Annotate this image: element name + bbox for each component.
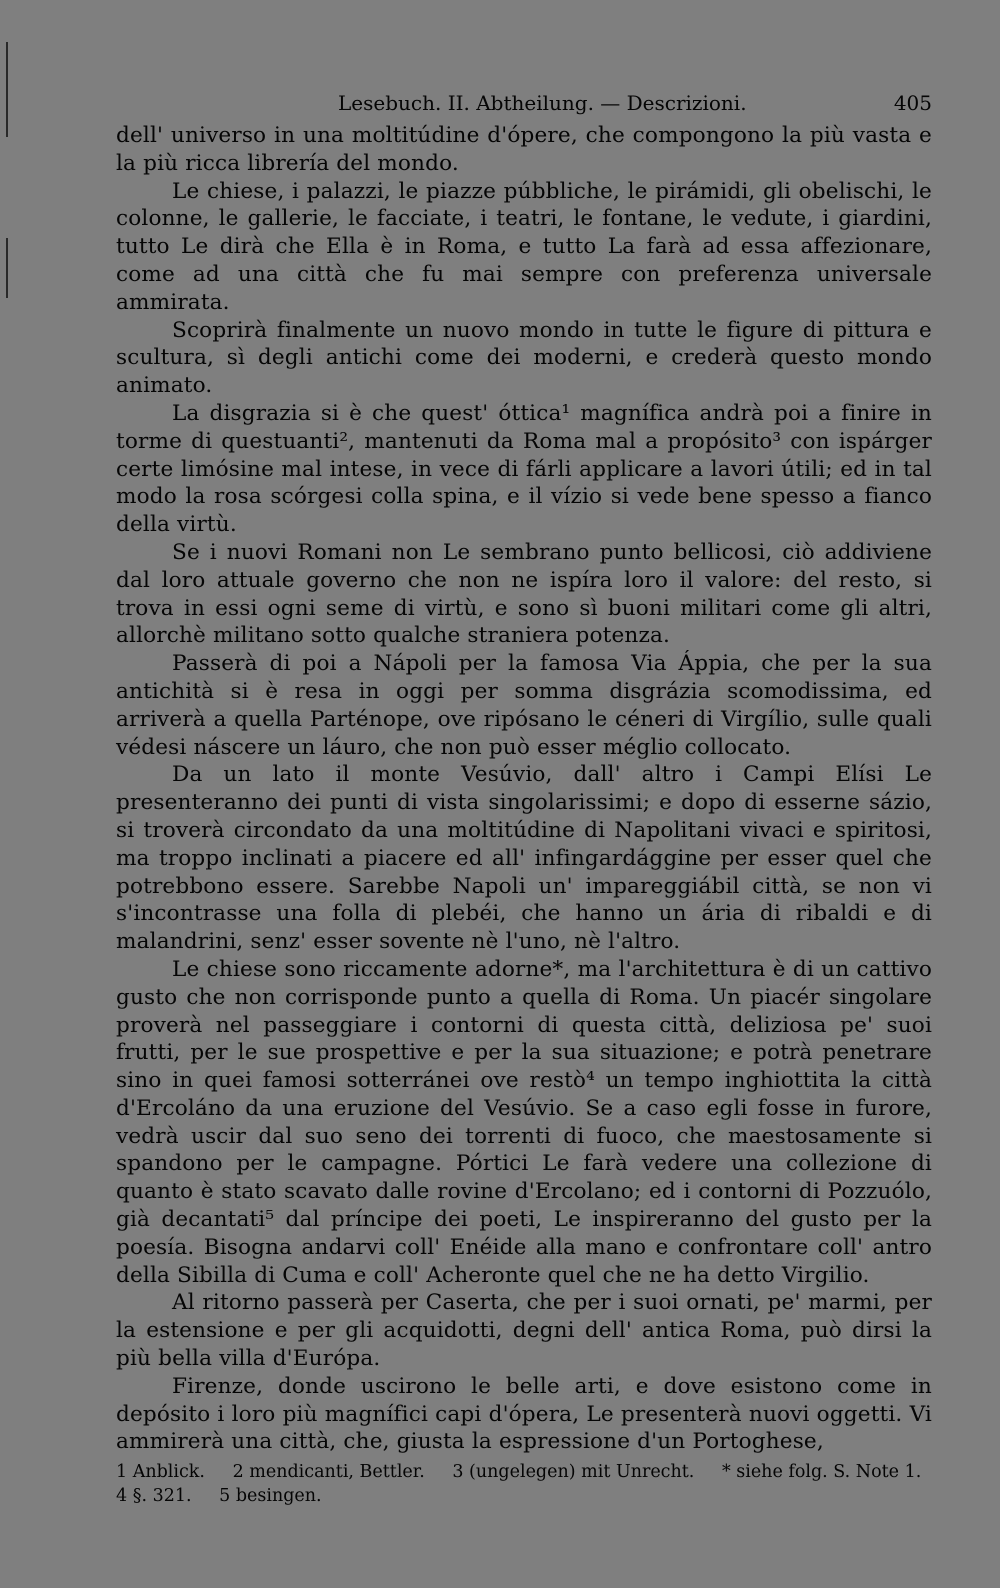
paragraph: Se i nuovi Romani non Le sembrano punto bellicosi, ciò addiviene dal loro attuale governo che non ne ispíra loro il valore: del resto, si trova in essi ogni seme di virtù, e sono sì buoni militari come gli altri, allorchè militano sotto qualche straniera potenza. [116, 539, 932, 649]
footnote: 4 §. 321. [116, 1486, 192, 1507]
footnote: 3 (ungelegen) mit Unrecht. [452, 1462, 695, 1483]
page-header [116, 88, 932, 122]
paragraph: dell' universo in una moltitúdine d'ópere, che compongono la più vasta e la più ricca librería del mondo. [116, 123, 932, 176]
paragraph: Le chiese sono riccamente adorne*, ma l'architettura è di un cattivo gusto che non corrisponde punto a quella di Roma. Un piacér singolare proverà nel passeggiare i contorni di questa città, deliziosa pe' suoi frutti, per le sue prospettive e per la sua situazione; e potrà penetrare sino in quei famosi sotterránei ove restò⁴ un tempo inghiottita la città d'Ercoláno da una eruzione del Vesúvio. Se a caso egli fosse in furore, vedrà uscir dal suo seno dei torrenti di fuoco, che maestosamente si spandono per le campagne. Pórtici Le farà vedere una collezione di quanto è stato scavato dalle rovine d'Ercolano; ed i contorni di Pozzuólo, già decantati⁵ dal príncipe dei poeti, Le inspireranno del gusto per la poesía. Bisogna andarvi coll' Enéide alla mano e confrontare coll' antro della Sibilla di Cuma e coll' Acheronte quel che ne ha detto Virgilio. [116, 956, 932, 1288]
page-number: 405 [893, 91, 932, 115]
footnote: * siehe folg. S. Note 1. [721, 1462, 922, 1483]
paragraph: Al ritorno passerà per Caserta, che per i suoi ornati, pe' marmi, per la estensione e per gli acquidotti, degni dell' antica Roma, può dirsi la più bella villa d'Európa. [116, 1290, 932, 1372]
scan-edge-mark [6, 42, 8, 137]
running-head: Lesebuch. II. Abtheilung. — Descrizioni. [338, 91, 747, 115]
paragraph: Scoprirà finalmente un nuovo mondo in tutte le figure di pittura e scultura, sì degli antichi come dei moderni, e crederà questo mondo animato. [116, 317, 932, 399]
paragraph: La disgrazia si è che quest' óttica¹ magnífica andrà poi a finire in torme di questuanti², mantenuti da Roma mal a propósito³ con ispárger certe limósine mal intese, in vece di fárli applicare a lavori útili; ed in tal modo la rosa scórgesi colla spina, e il vízio si vede bene spesso a fianco della virtù. [116, 400, 932, 538]
footnote-line [116, 1460, 932, 1484]
footnote: 5 besingen. [219, 1486, 322, 1507]
paragraph: Da un lato il monte Vesúvio, dall' altro i Campi Elísi Le presenteranno dei punti di vista singolarissimi; e dopo di esserne sázio, si troverà circondato da una moltitúdine di Napolitani vivaci e spiritosi, ma troppo inclinati a piacere ed all' infingardággine per esser quel che potrebbono essere. Sarebbe Napoli un' impareggiábil città, se non vi s'incontrasse una folla di plebéi, che hanno un ária di ribaldi e di malandrini, senz' esser sovente nè l'uno, nè l'altro. [116, 762, 932, 955]
footnotes [116, 1460, 932, 1508]
body-text [116, 122, 932, 1456]
footnote: 1 Anblick. [116, 1462, 205, 1483]
footnote-line [116, 1484, 932, 1508]
footnote: 2 mendicanti, Bettler. [232, 1462, 425, 1483]
scan-edge-mark [6, 238, 8, 298]
book-page [116, 88, 932, 1508]
paragraph: Firenze, donde uscirono le belle arti, e dove esistono come in depósito i loro più magnífici capi d'ópera, Le presenterà nuovi oggetti. Vi ammirerà una città, che, giusta la espressione d'un Portoghese, [116, 1373, 932, 1455]
paragraph: Passerà di poi a Nápoli per la famosa Via Áppia, che per la sua antichità si è resa in oggi per somma disgrázia scomodissima, ed arriverà a quella Parténope, ove ripósano le céneri di Virgílio, sulle quali védesi náscere un láuro, che non può esser méglio collocato. [116, 651, 932, 760]
paragraph: Le chiese, i palazzi, le piazze púbbliche, le pirámidi, gli obelischi, le colonne, le gallerie, le facciate, i teatri, le fontane, le vedute, i giardini, tutto Le dirà che Ella è in Roma, e tutto La farà ad essa affezionare, come ad una città che fu mai sempre con preferenza universale ammirata. [116, 178, 932, 315]
